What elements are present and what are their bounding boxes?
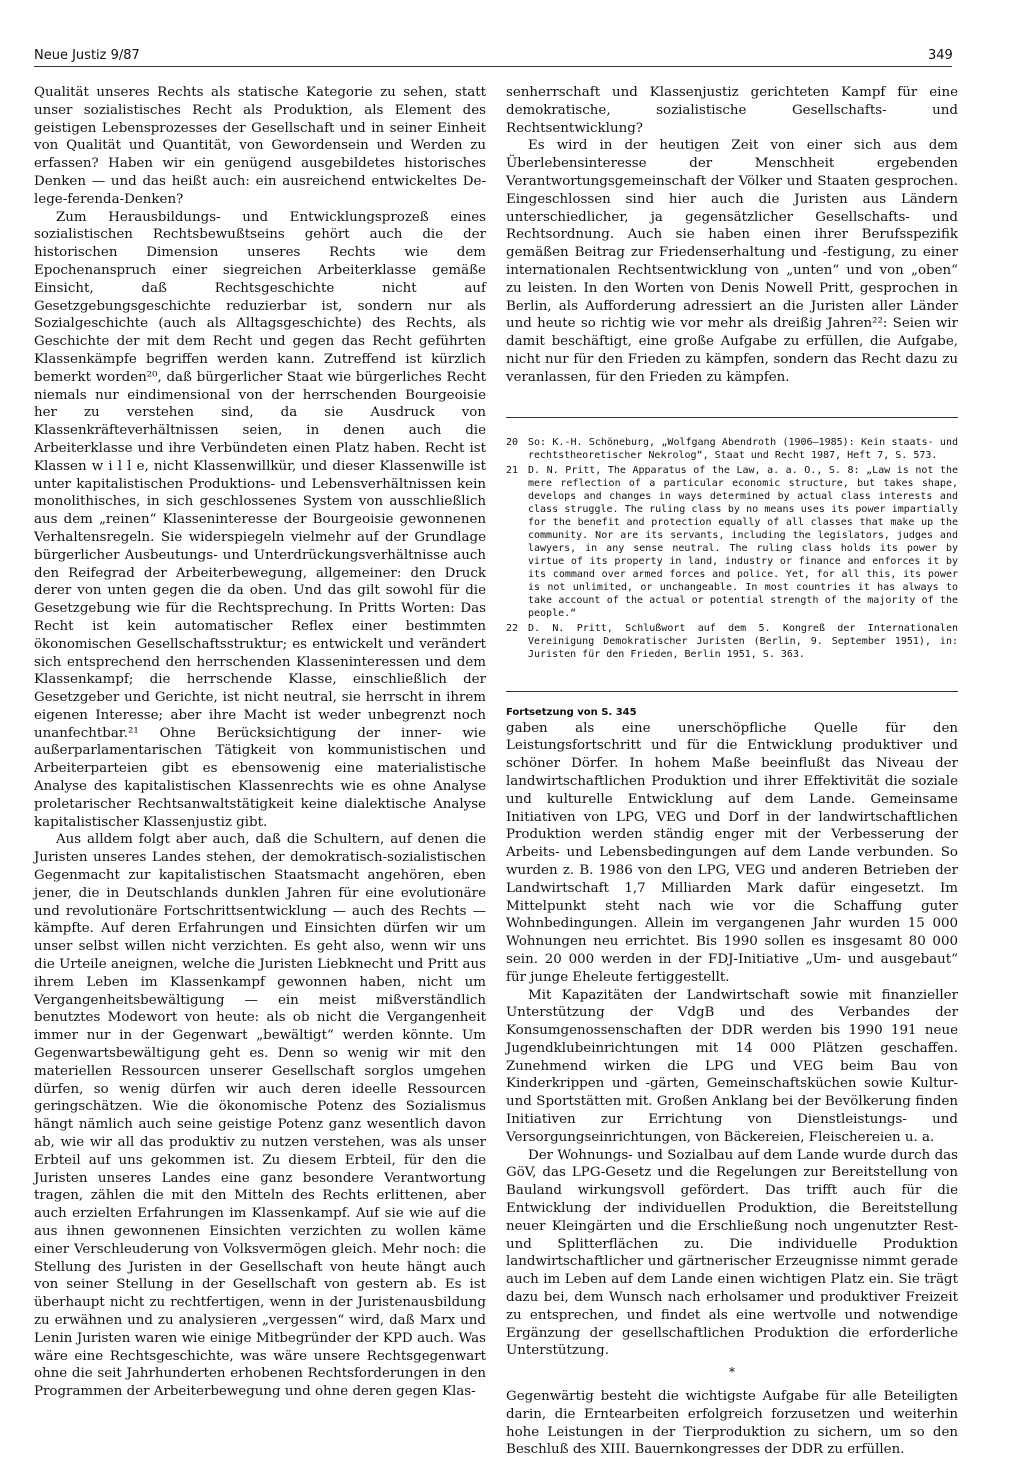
- closing-paragraph: Gegenwärtig besteht die wichtigste Aufgabe für alle Beteiligten darin, die Erntearbeiten erfolgreich forzusetzen und weiterhin hohe Leistungen in der Tierproduktion zu sichern, um so den Beschluß des XIII. Bauernkongresses der DDR zu erfüllen.: [506, 1389, 958, 1458]
- footnote-text: So: K.-H. Schöneburg, „Wolfgang Abendroth (1906—1985): Kein staats- und rechtstheoretischer Nekrolog“, Staat und Recht 1987, Heft 7, S. 573.: [528, 436, 958, 461]
- paragraph: Es wird in der heutigen Zeit von einer sich aus dem Überlebensinteresse der Menschheit ergebenden Verantwortungsgemeinschaft der Völker und Staaten gesprochen. Eingeschlossen sind hier auch die Juristen aus Ländern unterschiedlicher, ja gegensätzlicher Gesellschafts- und Rechtsordnung. Auch sie haben einen ihrer Berufsspezifik gemäßen Beitrag zur Friedenserhaltung und -festigung, zu einer internationalen Rechtsentwicklung von „unten“ und von „oben“ zu leisten. In den Worten von Denis Nowell Pritt, gesprochen in Berlin, als Aufforderung adressiert an die Juristen aller Länder und heute so richtig wie vor mehr als dreißig Jahren²²: Seien wir damit beschäftigt, eine große Aufgabe zu erfüllen, die Aufgabe, nicht nur für den Frieden zu kämpfen, sondern das Recht dazu zu veranlassen, für den Frieden zu kämpfen.: [506, 138, 958, 385]
- continuation-label: Fortsetzung von S. 345: [506, 706, 637, 718]
- footnote-text: D. N. Pritt, Schlußwort auf dem 5. Kongreß der Internationalen Vereinigung Demokratischer Juristen (Berlin, 9. September 1951), in: Juristen für den Frieden, Berlin 1951, S. 363.: [528, 622, 958, 660]
- footnote: [506, 436, 958, 462]
- paragraph: Mit Kapazitäten der Landwirtschaft sowie mit finanzieller Unterstützung der VdgB und des Verbandes der Konsumgenossenschaften der DDR werden bis 1990 191 neue Jugendklubeinrichtungen mit 14 000 Plätzen geschaffen. Zunehmend wirken die LPG und VEG beim Bau von Kinderkrippen und -gärten, Gemeinschaftsküchen sowie Kultur- und Sportstätten mit. Großen Anklang bei der Bevölkerung finden Initiativen zur Errichtung von Dienstleistungs- und Versorgungseinrichtungen, von Bäckereien, Fleischereien u. a.: [506, 987, 958, 1145]
- section-separator: [506, 691, 958, 692]
- footnote-number: 20: [506, 436, 519, 448]
- right-column: [506, 84, 958, 1459]
- running-head-journal: Neue Justiz 9/87: [34, 48, 140, 63]
- paragraph: senherrschaft und Klassenjustiz gerichteten Kampf für eine demokratische, sozialistische Gesellschafts- und Rechtsentwicklung?: [506, 85, 958, 136]
- paragraph: Aus alldem folgt aber auch, daß die Schultern, auf denen die Juristen unseres Landes stehen, der demokratisch-sozialistischen Gegenmacht zur kapitalistischen Staatsmacht angehören, eben jener, die in Deutschlands dunklen Jahren für eine evolutionäre und revolutionäre Fortschrittsentwicklung — auch des Rechts — kämpfte. Auf deren Erfahrungen und Einsichten dürfen wir um unser selbst willen nicht verzichten. Es geht also, wenn wir uns die Urteile aneignen, welche die Juristen Liebknecht und Pritt aus ihrem Leben im Klassenkampf gewonnen haben, nicht um Vergangenheitsbewältigung — ein meist mißverständlich benutztes Modewort von heute: als ob nicht die Vergangenheit immer nur in der Gegenwart „bewältigt“ werden könnte. Um Gegenwartsbewältigung geht es. Denn so wenig wir mit den materiellen Ressourcen unserer Gesellschaft sorglos umgehen dürfen, so wenig dürfen wir auch deren ideelle Ressourcen geringschätzen. Wie die ökonomische Potenz des Sozialismus hängt nämlich auch seine geistige Potenz ganz wesentlich davon ab, wie wir all das produktiv zu nutzen verstehen, was als unser Erbteil auf uns gekommen ist. Zu diesem Erbteil, für den die Juristen unseres Landes eine ganz besondere Verantwortung tragen, zählen die mit den Mitteln des Rechts erlittenen, aber auch erzielten Erfahrungen im Klassenkampf. Auf sie wie auf die aus ihnen gewonnenen Einsichten verzichten zu wollen käme einer Verschleuderung von Volksvermögen gleich. Mehr noch: die Stellung des Juristen in der Gesellschaft von heute hängt auch von seiner Stellung in der Gesellschaft von gestern ab. Es ist überhaupt nicht zu rechtfertigen, wenn in der Juristenausbildung zu erwähnen und zu analysieren „vergessen“ wird, daß Marx und Lenin Juristen waren wie einige Mitbegründer der KPD auch. Was wäre eine Rechtsgeschichte, was wäre unsere Rechtsgegenwart ohne die seit Jahrhunderten erhobenen Rechtsforderungen in den Programmen der Arbeiterbewegung und ohne deren gegen Klas-: [34, 832, 486, 1400]
- footnote: [506, 622, 958, 661]
- left-column: [34, 84, 486, 1401]
- paragraph: Der Wohnungs- und Sozialbau auf dem Lande wurde durch das GöV, das LPG-Gesetz und die Regelungen zur Bereitstellung von Bauland wirkungsvoll gefördert. Das trifft auch für die Entwicklung der individuellen Produktion, die Bereitstellung neuer Kleingärten und die Erschließung noch ungenutzter Rest- und Splitterflächen zu. Die individuelle Produktion landwirtschaftlicher und gärtnerischer Erzeugnisse nimmt gerade auch im Leben auf dem Lande einen wichtigen Platz ein. Sie trägt dazu bei, dem Wunsch nach erholsamer und produktiver Freizeit zu entsprechen, und findet als eine wertvolle und notwendige Ergänzung der gesellschaftlichen Produktion die erforderliche Unterstützung.: [506, 1147, 958, 1359]
- footnote-separator: [506, 417, 958, 418]
- footnote-text: D. N. Pritt, The Apparatus of the Law, a. a. O., S. 8: „Law is not the mere reflection of a particular economic structure, but takes shape, develops and changes in ways determined by actual class interests and class struggle. The ruling class by no means uses its power impartially for the benefit and protection equally of all classes that make up the community. Nor are its servants, including the legislators, judges and lawyers, in any sense neutral. The ruling class holds its power by virtue of its property in land, industry or finance and enforces it by its command over armed forces and police. Yet, for all this, its power is not unlimited, or unchangeable. In most countries it has always to take account of the actual or potential strength of the majority of the people.“: [528, 464, 958, 619]
- footnote-number: 22: [506, 622, 519, 634]
- paragraph: gaben als eine unerschöpfliche Quelle für den Leistungsfortschritt und für die Entwicklung produktiver und schöner Dörfer. In hohem Maße beeinflußt das Niveau der landwirtschaftlichen Produktion und ihrer Effektivität die soziale und kulturelle Entwicklung auf dem Lande. Gemeinsame Initiativen von LPG, VEG und Dorf in der landwirtschaftlichen Produktion werden ständig enger mit der Verbesserung der Arbeits- und Lebensbedingungen auf dem Lande verbunden. So wurden z. B. 1986 von den LPG, VEG und anderen Betrieben der Landwirtschaft 1,7 Milliarden Mark dafür eingesetzt. Im Mittelpunkt steht nach wie vor die Schaffung guter Wohnbedingungen. Allein im vergangenen Jahr wurden 15 000 Wohnungen neu errichtet. Bis 1990 sollen es insgesamt 80 000 sein. 20 000 werden in der FDJ-Initiative „Um- und ausgebaut“ für junge Eheleute fertiggestellt.: [506, 720, 958, 985]
- paragraph: Zum Herausbildungs- und Entwicklungsprozeß eines sozialistischen Rechtsbewußtseins gehört auch die der historischen Dimension unseres Rechts wie dem Epochenanspruch einer siegreichen Arbeiterklasse gemäße Einsicht, daß Rechtsgeschichte nicht auf Gesetzgebungsgeschichte reduzierbar ist, sondern nur als Sozialgeschichte (auch als Alltagsgeschichte) des Rechts, als Geschichte der mit dem Recht und gegen das Recht geführten Klassenkämpfe begriffen werden kann. Zutreffend ist kürzlich bemerkt worden²⁰, daß bürgerlicher Staat wie bürgerliches Recht niemals nur eindimensional von der herrschenden Bourgeoisie her zu verstehen sind, da sie Ausdruck von Klassenkräfteverhältnissen seien, in denen auch die Arbeiterklasse und ihre Verbündeten einen Platz haben. Recht ist Klassen w i l l e, nicht Klassenwillkür, und dieser Klassenwille ist unter kapitalistischen Produktions- und Lebensverhältnissen kein monolithisches, in sich geschlossenes System von ausschließlich aus dem „reinen“ Klasseninteresse der Bourgeoisie gewonnenen Verhaltensregeln. Sie widerspiegeln vielmehr auf der Grundlage bürgerlicher Ausbeutungs- und Unterdrückungsverhältnisse auch den Reifegrad der Arbeiterbewegung, allgemeiner: den Druck derer von unten gegen die da oben. Und das gilt sowohl für die Gesetzgebung wie für die Rechtsprechung. In Pritts Worten: Das Recht ist kein automatischer Reflex einer bestimmten ökonomischen Gesellschaftsstruktur; es entwickelt und verändert sich entsprechend den herrschenden Klasseninteressen und dem Klassenkampf; die herrschende Klasse, einschließlich der Gesetzgeber und Gerichte, ist nicht neutral, sie herrscht in ihrem eigenen Interesse; aber ihre Macht ist weder unbegrenzt noch unanfechtbar.²¹ Ohne Berücksichtigung der inner- wie außerparlamentarischen Tätigkeit von kommunistischen und Arbeiterparteien gibt es ebensowenig eine materialistische Analyse des kapitalistischen Klassenrechts wie es ohne Analyse proletarischer Rechtsanwaltstätigkeit keine dialektische Analyse kapitalistischer Klassenjustiz gibt.: [34, 209, 486, 830]
- section-divider-star: *: [729, 1365, 735, 1380]
- header-rule: [34, 66, 952, 67]
- footnote-number: 21: [506, 464, 519, 476]
- paragraph: Qualität unseres Rechts als statische Kategorie zu sehen, statt unser sozialistisches Recht als Produktion, als Element des geistigen Lebensprozesses der Gesellschaft und in seiner Einheit von Qualität und Quantität, von Gewordensein und Werden zu erfassen? Haben wir ein genügend ausgebildetes historisches Denken — und das heißt auch: ein ausreichend entwickeltes De-lege-ferenda-Denken?: [34, 85, 486, 207]
- page-number: 349: [928, 48, 953, 63]
- footnote: [506, 464, 958, 620]
